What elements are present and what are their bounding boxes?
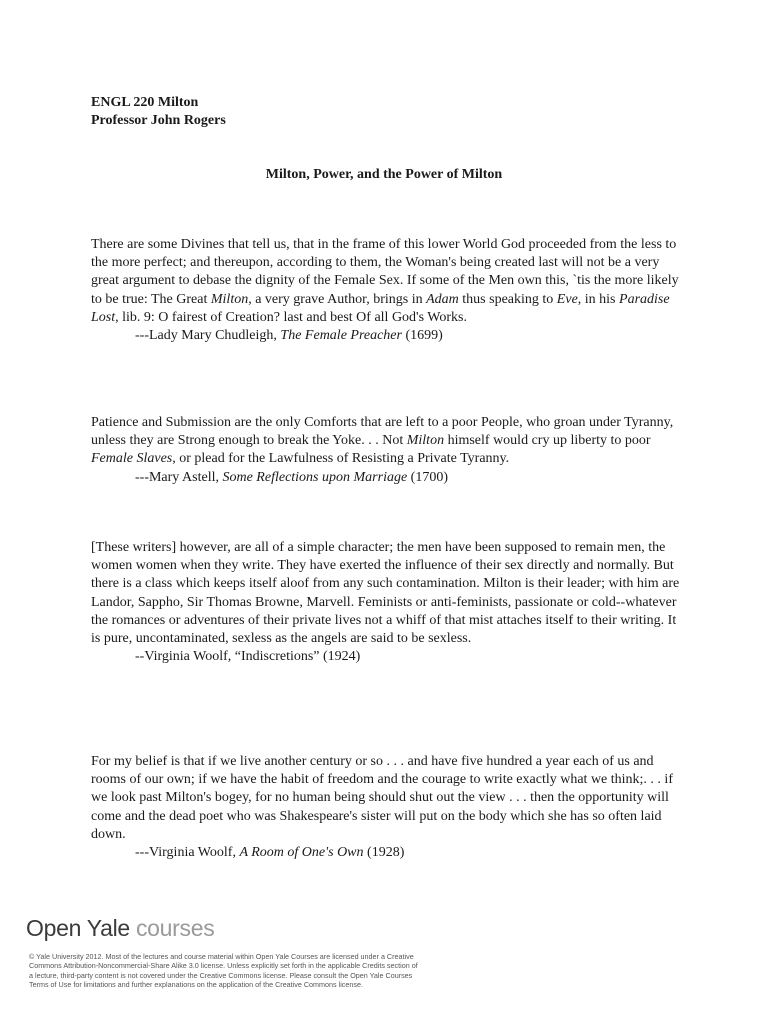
quote-text: [These writers] however, are all of a simple character; the men have been supposed to remain men, the women women when they write. They have exerted the influence of their sex directly and normally. But there is a class which keeps itself aloof from any such contamination. Milton is their leader; with him are Landor, Sappho, Sir Thomas Browne, Marvell. Feminists or anti-feminists, passionate or cold--whatever the romances or adventures of their private lives not a whiff of that mist attaches itself to their writing. It is pure, uncontaminated, sexless as the angels are said to be sexless.: [91, 540, 680, 647]
quote-text: For my belief is that if we live another century or so . . . and have five hundred a year each of us and rooms of our own; if we have the habit of freedom and the courage to write exactly what we think;. . . if we look past Milton's bogey, for no human being should shut out the view . . . then the opportunity will come and the dead poet who was Shakespeare's sister will put on the body which she has so often laid down.: [91, 754, 673, 842]
course-header: [91, 94, 226, 130]
quote-woolf-indiscretions: [91, 539, 681, 666]
quote-chudleigh: [91, 236, 681, 345]
quote-astell: [91, 414, 681, 487]
quote-text: Patience and Submission are the only Comforts that are left to a poor People, who groan under Tyranny, unless they are Strong enough to break the Yoke. . . Not Milton himself would cry up liberty to poor Female Slaves, or plead for the Lawfulness of Resisting a Private Tyranny.: [91, 415, 674, 467]
professor-name: Professor John Rogers: [91, 113, 226, 128]
quote-attribution: ---Mary Astell, Some Reflections upon Marriage (1700): [135, 469, 448, 485]
quote-attribution: --Virginia Woolf, “Indiscretions” (1924): [135, 649, 361, 665]
quote-woolf-room: [91, 753, 681, 862]
quote-attribution: ---Lady Mary Chudleigh, The Female Preacher (1699): [135, 328, 443, 344]
quote-text: There are some Divines that tell us, that in the frame of this lower World God proceeded from the less to the more perfect; and thereupon, according to them, the Woman's being created last will not be a very great argument to debase the dignity of the Female Sex. If some of the Men own this, `tis the more likely to be true: The Great Milton, a very grave Author, brings in Adam thus speaking to Eve, in his Paradise Lost, lib. 9: O fairest of Creation? last and best Of all God's Works.: [91, 237, 679, 325]
open-yale-courses-logo: Open Yale courses: [26, 915, 215, 941]
course-code: ENGL 220 Milton: [91, 95, 199, 110]
license-notice: © Yale University 2012. Most of the lectures and course material within Open Yale Courses are licensed under a Creative Commons Attribution-Noncommercial-Share Alike 3.0 license. Unless explicitly set forth in the applicable Credits section of a lecture, third-party content is not covered under the Creative Commons license. Please consult the Open Yale Courses Terms of Use for limitations and further explanations on the application of the Creative Commons license.: [29, 952, 418, 990]
document-title: Milton, Power, and the Power of Milton: [265, 167, 503, 182]
quote-attribution: ---Virginia Woolf, A Room of One's Own (1928): [135, 845, 405, 861]
